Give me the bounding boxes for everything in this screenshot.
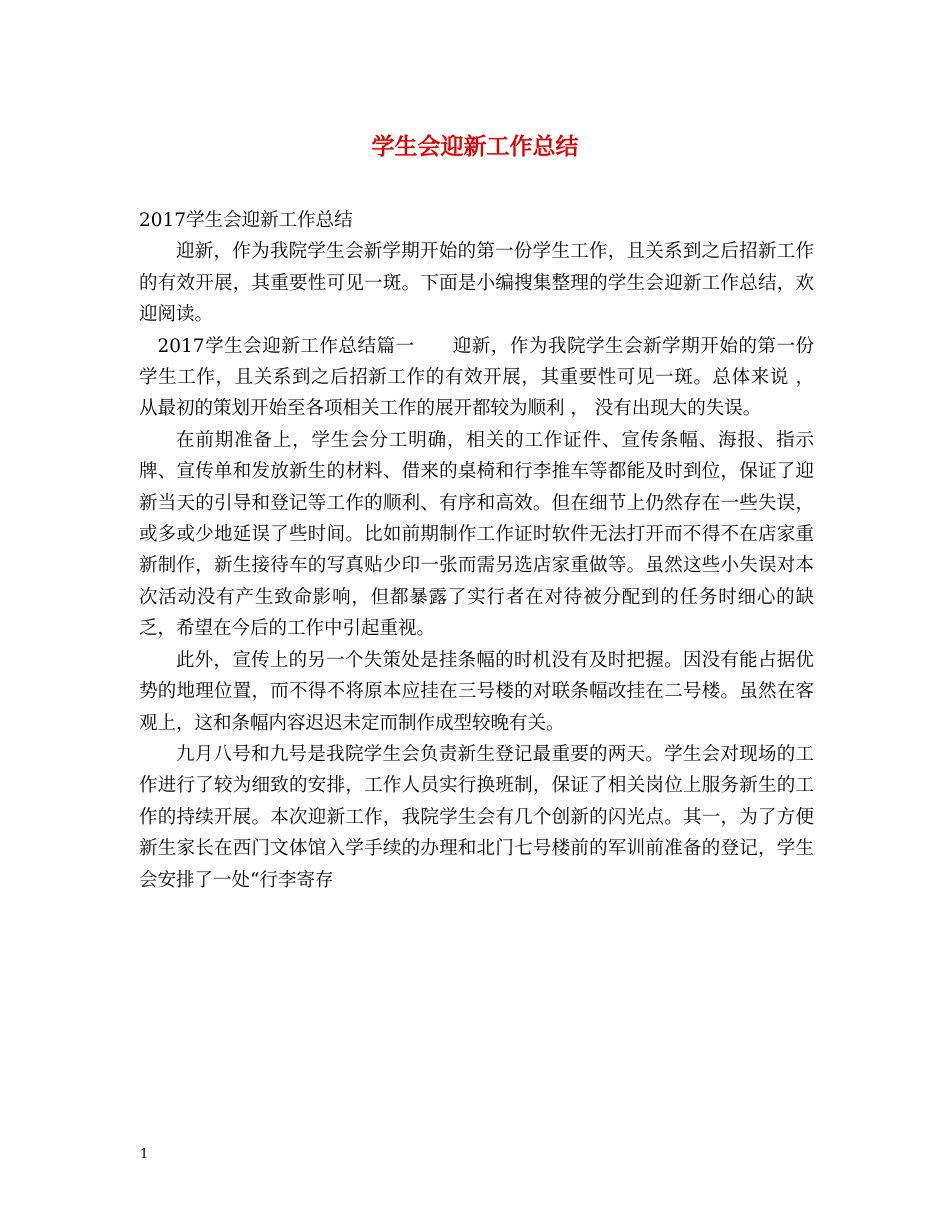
- document-title: 学生会迎新工作总结: [371, 133, 579, 160]
- paragraph-3: 在前期准备上，学生会分工明确，相关的工作证件、宣传条幅、海报、指示牌、宣传单和发放新生的材料、借来的桌椅和行李推车等都能及时到位，保证了迎新当天的引导和登记等工作的顺利、有序和高效。但在细节上仍然存在一些失误，或多或少地延误了些时间。比如前期制作工作证时软件无法打开而不得不在店家重新制作，新生接待车的写真贴少印一张而需另选店家重做等。虽然这些小失误对本次活动没有产生致命影响，但都暴露了实行者在对待被分配到的任务时细心的缺乏，希望在今后的工作中引起重视。: [139, 429, 814, 640]
- paragraph-4: 此外，宣传上的另一个失策处是挂条幅的时机没有及时把握。因没有能占据优势的地理位置，而不得不将原本应挂在三号楼的对联条幅改挂在二号楼。虽然在客观上，这和条幅内容迟迟未定而制作成型较晚有关。: [139, 649, 814, 734]
- document-subtitle: 2017学生会迎新工作总结: [139, 210, 353, 231]
- paragraph-5: 九月八号和九号是我院学生会负责新生登记最重要的两天。学生会对现场的工作进行了较为细致的安排，工作人员实行换班制，保证了相关岗位上服务新生的工作的持续开展。本次迎新工作，我院学生会有几个创新的闪光点。其一，为了方便新生家长在西门文体馆入学手续的办理和北门七号楼前的军训前准备的登记，学生会安排了一处“行李寄存: [139, 743, 814, 891]
- document-body: [139, 205, 814, 896]
- page-number: 1: [140, 1147, 149, 1162]
- paragraph-2: 2017学生会迎新工作总结篇一 迎新，作为我院学生会新学期开始的第一份学生工作，且关系到之后招新工作的有效开展，其重要性可见一斑。总体来说 ， 从最初的策划开始至各项相关工作的展开都较为顺利 ， 没有出现大的失误。: [139, 335, 814, 420]
- paragraph-1: 迎新，作为我院学生会新学期开始的第一份学生工作，且关系到之后招新工作的有效开展，其重要性可见一斑。下面是小编搜集整理的学生会迎新工作总结，欢迎阅读。: [139, 241, 814, 326]
